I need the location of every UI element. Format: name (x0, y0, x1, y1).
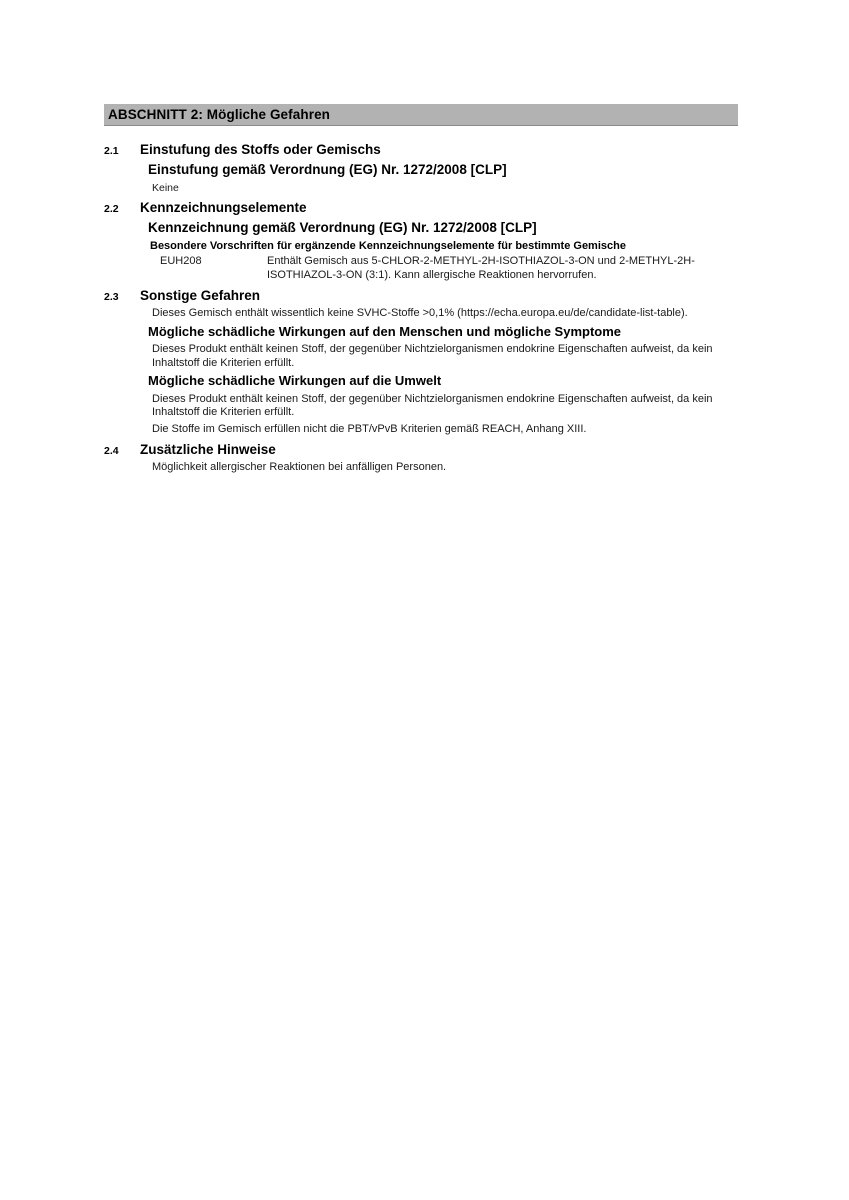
subsection-heading-clp-classification: Einstufung gemäß Verordnung (EG) Nr. 1272/2008 [CLP] (148, 162, 507, 177)
section-header-title: ABSCHNITT 2: Mögliche Gefahren (108, 107, 331, 122)
euh-statement-text: Enthält Gemisch aus 5-CHLOR-2-METHYL-2H-ISOTHIAZOL-3-ON und 2-METHYL-2H-ISOTHIAZOL-3-ON (3:1). Kann allergische Reaktionen hervorrufen. (267, 255, 695, 281)
special-provisions-heading: Besondere Vorschriften für ergänzende Kennzeichnungselemente für bestimmte Gemische (150, 240, 626, 252)
section-classification (104, 141, 738, 194)
pbt-note: Die Stoffe im Gemisch erfüllen nicht die PBT/vPvB Kriterien gemäß REACH, Anhang XIII. (152, 422, 587, 435)
classification-value: Keine (152, 182, 179, 194)
svhc-note: Dieses Gemisch enthält wissentlich keine SVHC-Stoffe >0,1% (https://echa.europa.eu/de/candidate-list-table). (152, 307, 688, 319)
human-effects-text: Dieses Produkt enthält keinen Stoff, der gegenüber Nichtzielorganismen endokrine Eigenschaften aufweist, da kein Inhaltstoff die Kriterien erfüllt. (152, 343, 713, 369)
environment-effects-heading: Mögliche schädliche Wirkungen auf die Umwelt (148, 373, 442, 388)
euh-statement-row (160, 255, 738, 282)
section-other-hazards (104, 287, 738, 436)
section-title: Zusätzliche Hinweise (140, 442, 276, 457)
additional-information-text: Möglichkeit allergischer Reaktionen bei anfälligen Personen. (152, 461, 447, 473)
section-additional-information (104, 441, 738, 475)
section-number: 2.1 (104, 145, 119, 157)
section-title: Sonstige Gefahren (140, 288, 261, 303)
subsection-heading-clp-labelling: Kennzeichnung gemäß Verordnung (EG) Nr. 1272/2008 [CLP] (148, 220, 537, 235)
section-header-bar (104, 104, 738, 126)
section-title: Kennzeichnungselemente (140, 200, 307, 215)
document-page (104, 104, 738, 475)
human-effects-heading: Mögliche schädliche Wirkungen auf den Menschen und mögliche Symptome (148, 323, 622, 339)
section-labelling (104, 199, 738, 282)
environment-effects-text: Dieses Produkt enthält keinen Stoff, der gegenüber Nichtzielorganismen endokrine Eigenschaften aufweist, da kein Inhaltstoff die Kriterien erfüllt. (152, 392, 713, 418)
section-title: Einstufung des Stoffs oder Gemischs (140, 142, 381, 157)
section-number: 2.3 (104, 291, 119, 303)
section-number: 2.2 (104, 203, 119, 215)
euh-code: EUH208 (160, 255, 202, 267)
section-number: 2.4 (104, 445, 119, 457)
